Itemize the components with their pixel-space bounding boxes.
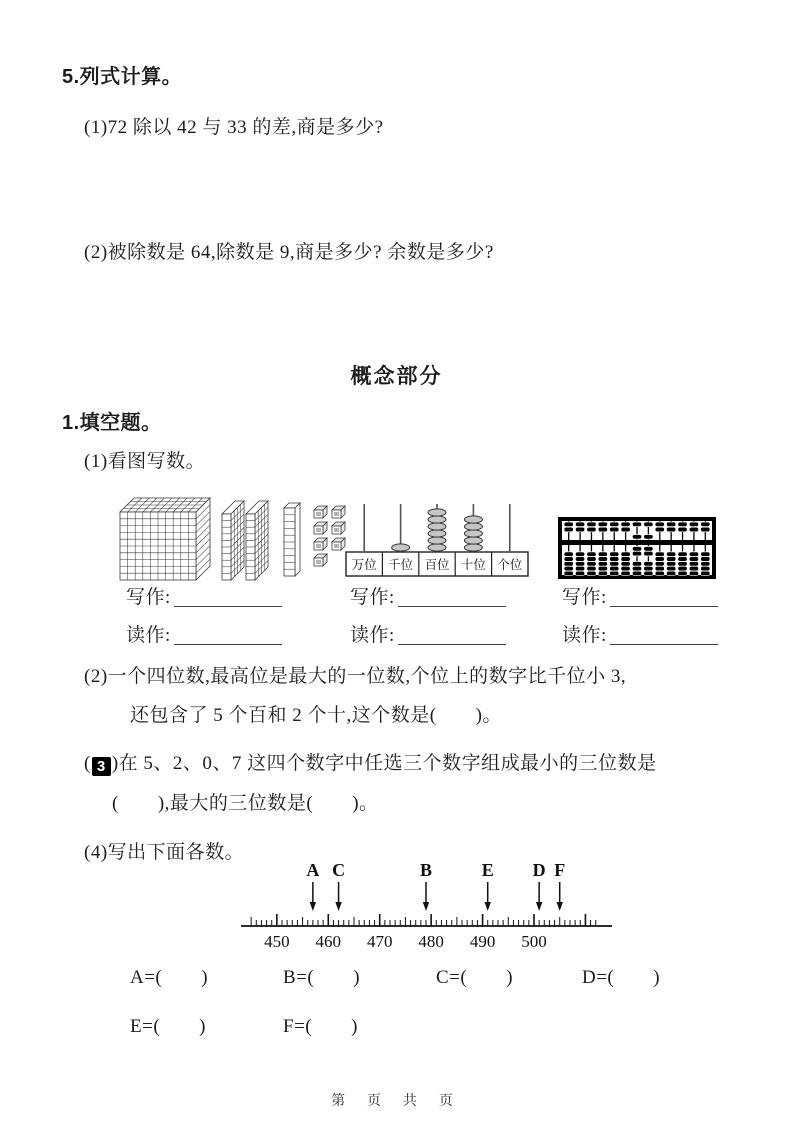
read-row-3: [562, 620, 718, 647]
fill-in-title: 1.填空题。: [62, 412, 162, 434]
answer-c: C=( ): [436, 967, 514, 988]
page-footer: 第 页 共 页: [331, 1092, 462, 1108]
sub3-number-badge: 3: [92, 757, 111, 776]
write-row-2: [350, 582, 506, 609]
sub3-text: )在 5、2、0、7 这四个数字中任选三个数字组成最小的三位数是: [111, 753, 657, 774]
read-row-1: [126, 620, 282, 647]
write-label-1: 写作:: [126, 587, 171, 608]
read-row-2: [350, 620, 506, 647]
svg-text:B: B: [419, 860, 433, 880]
section5-question-2: (2)被除数是 64,除数是 9,商是多少? 余数是多少?: [84, 242, 494, 263]
read-label-1: 读作:: [126, 625, 171, 646]
write-label-2: 写作:: [350, 587, 395, 608]
sub4-label: (4)写出下面各数。: [84, 842, 245, 863]
read-blank-3: [610, 624, 718, 645]
svg-text:十位: 十位: [460, 558, 486, 572]
base-ten-blocks-figure: [118, 488, 346, 584]
write-row-1: [126, 582, 282, 609]
write-blank-3: [610, 586, 718, 607]
svg-text:个位: 个位: [497, 558, 523, 572]
write-blank-2: [398, 586, 506, 607]
write-label-3: 写作:: [562, 587, 607, 608]
answer-a: A=( ): [130, 967, 209, 988]
svg-text:500: 500: [521, 932, 547, 951]
svg-text:千位: 千位: [388, 558, 414, 572]
section5-title: 5.列式计算。: [62, 66, 183, 88]
svg-text:C: C: [332, 860, 346, 880]
svg-text:D: D: [532, 860, 546, 880]
section5-question-1: (1)72 除以 42 与 33 的差,商是多少?: [84, 117, 384, 138]
read-blank-2: [398, 624, 506, 645]
svg-text:A: A: [306, 860, 320, 880]
number-line-figure: [240, 860, 616, 955]
read-blank-1: [174, 624, 282, 645]
sub1-label: (1)看图写数。: [84, 451, 206, 472]
svg-text:490: 490: [469, 932, 496, 951]
sub2-line2: 还包含了 5 个百和 2 个十,这个数是( )。: [130, 705, 502, 726]
answer-d: D=( ): [582, 967, 661, 988]
svg-text:E: E: [481, 860, 494, 880]
place-value-counter-figure: [344, 496, 530, 580]
svg-text:470: 470: [366, 932, 393, 951]
read-label-3: 读作:: [562, 625, 607, 646]
svg-text:百位: 百位: [424, 558, 450, 572]
sub3-line2: ( ),最大的三位数是( )。: [112, 793, 379, 814]
svg-text:万位: 万位: [351, 558, 377, 572]
concept-heading: 概念部分: [350, 365, 443, 388]
write-blank-1: [174, 586, 282, 607]
abacus-figure: [558, 517, 716, 579]
sub3-line1: [84, 748, 657, 776]
svg-text:460: 460: [315, 932, 342, 951]
read-label-2: 读作:: [350, 625, 395, 646]
answer-f: F=( ): [283, 1016, 358, 1037]
write-row-3: [562, 582, 718, 609]
answer-b: B=( ): [283, 967, 361, 988]
svg-text:F: F: [554, 860, 566, 880]
sub2-line1: (2)一个四位数,最高位是最大的一位数,个位上的数字比千位小 3,: [84, 666, 627, 687]
sub3-open-paren: (: [84, 753, 91, 774]
answer-e: E=( ): [130, 1016, 206, 1037]
svg-text:450: 450: [264, 932, 290, 951]
svg-text:480: 480: [418, 932, 444, 951]
